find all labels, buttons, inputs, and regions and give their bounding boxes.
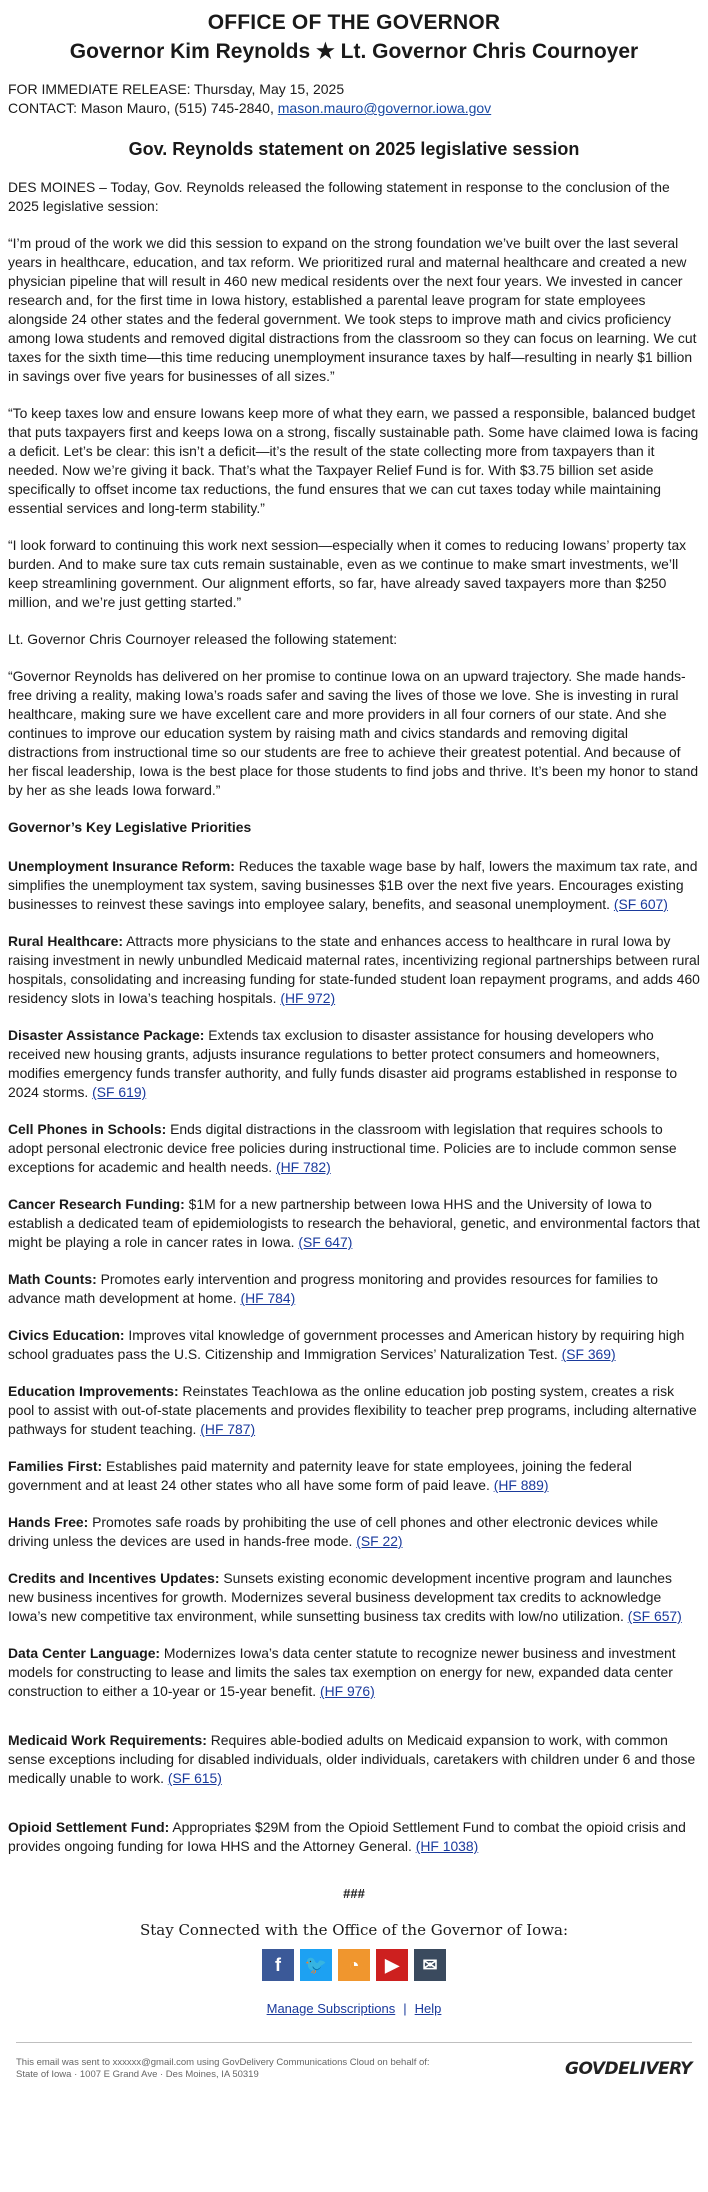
bill-link[interactable]: (SF 22): [356, 1533, 403, 1549]
priority-name: Unemployment Insurance Reform:: [8, 858, 235, 874]
rss-icon[interactable]: ◔: [338, 1949, 370, 1981]
bill-link[interactable]: (HF 976): [319, 1683, 375, 1699]
bill-link[interactable]: (HF 784): [240, 1290, 296, 1306]
priority-item: [8, 857, 700, 914]
priority-name: Families First:: [8, 1458, 103, 1474]
priority-item: [8, 1457, 700, 1495]
priority-text: Sunsets existing economic development incentive program and launches new business incentives for growth. Modernizes several business development tax credits to acknowledge Iowa’s new competitive tax environment, while sunsetting business tax credits with low/no utilization.: [8, 1570, 672, 1624]
bill-link[interactable]: (HF 1038): [415, 1838, 479, 1854]
priority-item: [8, 1270, 700, 1308]
priority-name: Hands Free:: [8, 1514, 89, 1530]
manage-subscriptions-link[interactable]: Manage Subscriptions: [266, 2001, 396, 2016]
intro-paragraph: DES MOINES – Today, Gov. Reynolds released the following statement in response to the conclusion of the 2025 legislative session:: [8, 179, 670, 214]
priority-item: [8, 1026, 700, 1102]
priority-text: Promotes early intervention and progress monitoring and provides resources for families to advance math development at home.: [8, 1271, 659, 1306]
governors-heading: Governor Kim Reynolds ★ Lt. Governor Chris Cournoyer: [69, 40, 639, 63]
bill-link[interactable]: (SF 657): [627, 1608, 682, 1624]
priority-item: [8, 1569, 700, 1626]
link-separator: |: [403, 2001, 407, 2016]
priority-item: [8, 1513, 700, 1551]
bill-link[interactable]: (SF 619): [92, 1084, 147, 1100]
stay-connected-text: Stay Connected with the Office of the Governor of Iowa:: [139, 1921, 569, 1939]
footer-text: This email was sent to xxxxxx@gmail.com using GovDelivery Communications Cloud on behalf of: State of Iowa · 1007 E Grand Ave · Des Moines, IA 50319: [16, 2057, 430, 2080]
bill-link[interactable]: (SF 647): [298, 1234, 353, 1250]
social-icons: [8, 1949, 700, 1981]
footer: [0, 2043, 708, 2081]
priority-item: [8, 1120, 700, 1177]
priority-text: Establishes paid maternity and paternity leave for state employees, joining the federal government and at least 24 other states who all have some form of paid leave.: [8, 1458, 632, 1493]
office-heading: OFFICE OF THE GOVERNOR: [207, 11, 501, 34]
bill-link[interactable]: (SF 615): [167, 1770, 222, 1786]
bill-link[interactable]: (HF 889): [493, 1477, 549, 1493]
priority-text: Modernizes Iowa’s data center statute to recognize newer business and investment models for constructing to lease and limits the sales tax exemption on energy for new, expanded data center construction to either a 10-year or 15-year benefit.: [8, 1645, 676, 1699]
priority-item: [8, 1644, 700, 1701]
release-info: [8, 80, 700, 118]
priority-text: Reinstates TeachIowa as the online education job posting system, creates a risk pool to assist with out-of-state placements and provides flexibility to teacher prep programs, including alternative pathways for student teaching.: [8, 1383, 697, 1437]
priority-text: Requires able-bodied adults on Medicaid expansion to work, with common sense exceptions including for disabled individuals, older individuals, caretakers with children under 6 and those medically unable to work.: [8, 1732, 696, 1786]
bill-link[interactable]: (HF 787): [200, 1421, 256, 1437]
priority-item: [8, 1818, 700, 1856]
priority-text: Appropriates $29M from the Opioid Settlement Fund to combat the opioid crisis and provides ongoing funding for Iowa HHS and the Attorney General.: [8, 1819, 686, 1854]
email-content: [0, 10, 708, 2016]
quote-paragraph-2: “To keep taxes low and ensure Iowans keep more of what they earn, we passed a responsible, balanced budget that puts taxpayers first and keeps Iowa on a strong, fiscally sustainable path. Some have claimed Iowa is facing a deficit. Let’s be clear: this isn’t a deficit—it’s the result of the state collecting more from taxpayers than it needed. Now we’re giving it back. That’s what the Taxpayer Relief Fund is for. With $3.75 billion set aside specifically to offset income tax reductions, the fund ensures that we can cut taxes today while maintaining essential services and long-term stability.”: [8, 405, 699, 516]
priority-text: Ends digital distractions in the classroom with legislation that requires schools to adopt personal electronic device free policies during instructional time. Policies are to include common sense exceptions for academic and health needs.: [8, 1121, 677, 1175]
priority-name: Cell Phones in Schools:: [8, 1121, 167, 1137]
priority-text: Reduces the taxable wage base by half, lowers the maximum tax rate, and simplifies the unemployment tax system, saving businesses $1B over the next five years. Encourages existing businesses to reinvest these savings into employee salary, benefits, and seasonal unemployment.: [8, 858, 698, 912]
bill-link[interactable]: (SF 369): [561, 1346, 616, 1362]
help-link[interactable]: Help: [414, 2001, 442, 2016]
priority-item: [8, 1731, 700, 1788]
priority-name: Cancer Research Funding:: [8, 1196, 185, 1212]
bill-link[interactable]: (HF 972): [280, 990, 336, 1006]
lt-governor-intro: Lt. Governor Chris Cournoyer released the following statement:: [8, 631, 398, 647]
priority-text: Improves vital knowledge of government processes and American history by requiring high school graduates pass the U.S. Citizenship and Immigration Services’ Naturalization Test.: [8, 1327, 685, 1362]
bill-link[interactable]: (SF 607): [613, 896, 668, 912]
release-date: FOR IMMEDIATE RELEASE: Thursday, May 15, 2025: [8, 81, 345, 97]
quote-paragraph-4: “Governor Reynolds has delivered on her promise to continue Iowa on an upward trajectory. She made hands-free driving a reality, making Iowa’s roads safer and saving the lives of those we love. She is investing in rural healthcare, making sure we have excellent care and more providers in all four corners of our state. And she continues to improve our education system by raising math and civics standards and removing digital distractions from instructional time so our students are free to achieve their greatest potential. And because of her fiscal leadership, Iowa is the best place for those students to find jobs and thrive. It’s been my honor to stand by her as she leads Iowa forward.”: [8, 668, 699, 798]
priorities-list: [8, 857, 700, 1856]
priority-name: Opioid Settlement Fund:: [8, 1819, 170, 1835]
priority-name: Education Improvements:: [8, 1383, 179, 1399]
priority-item: [8, 1382, 700, 1439]
facebook-icon[interactable]: f: [262, 1949, 294, 1981]
contact-email-link[interactable]: mason.mauro@governor.iowa.gov: [277, 100, 492, 116]
twitter-icon[interactable]: 🐦: [300, 1949, 332, 1981]
priority-text: Extends tax exclusion to disaster assistance for housing developers who received new housing grants, adjusts insurance regulations to better protect consumers and homeowners, modifies emergency funds transfer authority, and fully funds disaster aid programs established in response to 2024 storms.: [8, 1027, 678, 1100]
priority-name: Rural Healthcare:: [8, 933, 124, 949]
page-title: Gov. Reynolds statement on 2025 legislative session: [128, 139, 580, 159]
govdelivery-logo[interactable]: GOVDELIVERY: [565, 2059, 692, 2079]
email-icon[interactable]: ✉: [414, 1949, 446, 1981]
priority-item: [8, 1195, 700, 1252]
priority-name: Math Counts:: [8, 1271, 97, 1287]
quote-paragraph-3: “I look forward to continuing this work next session—especially when it comes to reducing Iowans’ property tax burden. And to make sure tax cuts remain sustainable, even as we continue to make smart investments, we’ll keep streamlining government. Our alignment efforts, so far, have already saved taxpayers more than $250 million, and we’re just getting started.”: [8, 537, 687, 610]
priority-name: Disaster Assistance Package:: [8, 1027, 205, 1043]
priority-name: Medicaid Work Requirements:: [8, 1732, 207, 1748]
bill-link[interactable]: (HF 782): [275, 1159, 331, 1175]
priority-item: [8, 1326, 700, 1364]
youtube-icon[interactable]: ▶: [376, 1949, 408, 1981]
priority-text: Attracts more physicians to the state and enhances access to healthcare in rural Iowa by raising investment in newly unbundled Medicaid maternal rates, incentivizing regional partnerships between rural hospitals, consolidating and increasing funding for state-funded student loan repayment programs, and adds 460 residency slots in Iowa’s teaching hospitals.: [8, 933, 700, 1006]
email-page: [0, 10, 708, 2081]
priority-name: Data Center Language:: [8, 1645, 161, 1661]
priority-name: Civics Education:: [8, 1327, 125, 1343]
priority-name: Credits and Incentives Updates:: [8, 1570, 220, 1586]
priorities-heading: Governor’s Key Legislative Priorities: [8, 819, 252, 835]
quote-paragraph-1: “I’m proud of the work we did this session to expand on the strong foundation we’ve built over the last several years in healthcare, education, and tax reform. We prioritized rural and maternal healthcare and created a new physician pipeline that will result in 460 new medical residents over the next four years. We invested in cancer research and, for the first time in Iowa history, established a parental leave program for state employees alongside 24 other states and the federal government. We took steps to improve math and civics proficiency among Iowa students and removed digital distractions from the classroom so they can focus on learning. We cut taxes for the sixth time—this time reducing unemployment insurance taxes by half—resulting in nearly $1 billion in savings over five years for businesses of all sizes.”: [8, 235, 697, 384]
end-marks: ###: [343, 1886, 365, 1901]
contact-prefix: CONTACT: Mason Mauro, (515) 745-2840,: [8, 100, 278, 116]
priority-text: $1M for a new partnership between Iowa HHS and the University of Iowa to establish a dedicated team of epidemiologists to research the behavioral, genetic, and environmental factors that might be playing a role in cancer rates in Iowa.: [8, 1196, 700, 1250]
priority-item: [8, 932, 700, 1008]
subscription-links: [8, 2001, 700, 2016]
contact-line: [8, 99, 700, 118]
priority-text: Promotes safe roads by prohibiting the use of cell phones and other electronic devices while driving unless the devices are used in hands-free mode.: [8, 1514, 659, 1549]
